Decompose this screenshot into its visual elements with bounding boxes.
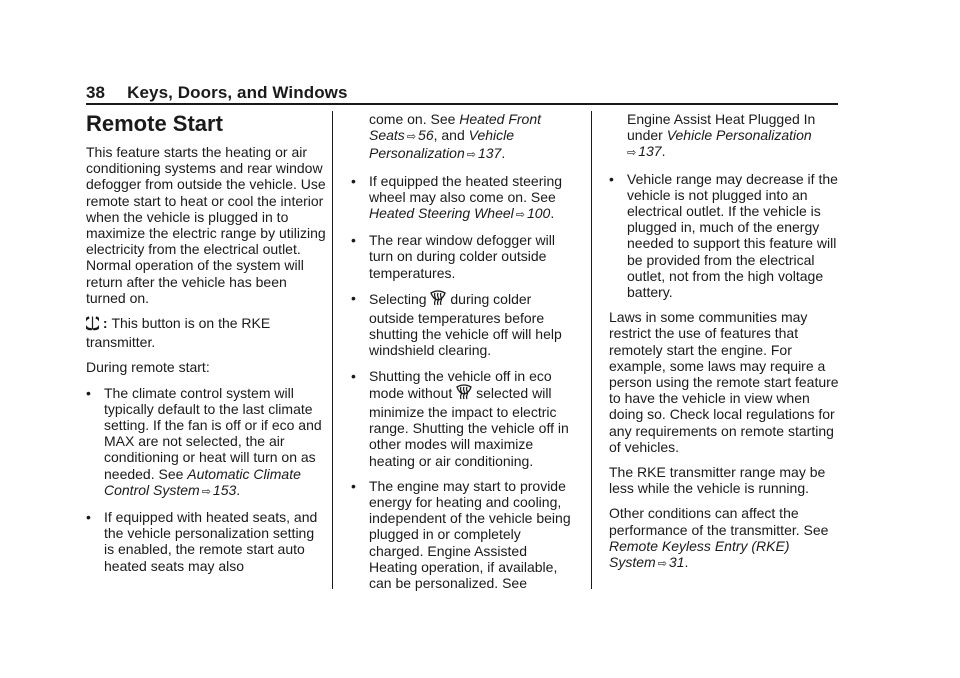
remote-start-button-paragraph: : This button is on the RKE transmitter. bbox=[86, 315, 271, 351]
page-ref-arrow-icon: ⇨ bbox=[406, 131, 417, 144]
xref-link[interactable]: Remote Keyless Entry (RKE) System bbox=[609, 537, 790, 571]
defrost-icon bbox=[430, 290, 446, 310]
rke-range-paragraph: The RKE transmitter range may be less while the vehicle is running. bbox=[609, 464, 826, 497]
xref-link[interactable]: Vehicle Personalization bbox=[666, 127, 812, 144]
section-title: Keys, Doors, and Windows bbox=[127, 83, 348, 102]
column-divider-1 bbox=[332, 111, 333, 589]
defrost-icon bbox=[456, 384, 472, 404]
section-heading: Remote Start bbox=[86, 111, 223, 136]
bullet-climate-control: • The climate control system will typically default to the last climate setting. If the fan is off or if eco and MAX are not selected, the air conditioning or heat will turn on as needed. See Automatic Climate Control System ⇨ 153. bbox=[86, 384, 322, 498]
column-1 bbox=[86, 111, 326, 583]
bullet-heated-seats-cont: come on. See Heated Front Seats ⇨ 56, and Vehicle Personalization ⇨ 137. bbox=[369, 111, 541, 162]
column-2 bbox=[351, 111, 579, 600]
bullet-engine-start: • The engine may start to provide energy for heating and cooling, independent of the vehicle being plugged in or completely charged. Engine Assisted Heating operation, if available, can be personalized. See bbox=[351, 477, 571, 592]
page-ref-arrow-icon: ⇨ bbox=[515, 209, 525, 222]
page-ref-arrow-icon: ⇨ bbox=[466, 149, 476, 162]
xref-link[interactable]: Heated Front Seats bbox=[369, 111, 541, 144]
during-label: During remote start: bbox=[86, 359, 210, 376]
page-number: 38 bbox=[86, 83, 106, 102]
xref-link[interactable]: Automatic Climate Control System bbox=[104, 465, 301, 498]
column-divider-2 bbox=[591, 111, 592, 589]
intro-paragraph: This feature starts the heating or air conditioning systems and rear window defogger from outside the vehicle. Use remote start to heat or cool the interior when the vehicle is plugged in to maximize the electric range by utilizing electricity from the electrical outlet. Normal operation of the system will return after the vehicle has been turned on. bbox=[86, 144, 326, 306]
bullet-heated-steering: • If equipped the heated steering wheel may also come on. See Heated Steering Wheel ⇨ 100. bbox=[351, 172, 563, 222]
bullet-vehicle-range: • Vehicle range may decrease if the vehicle is not plugged into an electrical outlet. If the vehicle is plugged in, much of the energy needed to support this feature will be provided from the electrical outlet, not from the high voltage battery. bbox=[609, 170, 838, 301]
header-rule bbox=[86, 103, 838, 105]
bullet-heated-seats: • If equipped with heated seats, and the vehicle personalization setting is enabled, the remote start auto heated seats may also bbox=[86, 509, 318, 574]
laws-paragraph: Laws in some communities may restrict the use of features that remotely start the engine. For example, some laws may require a person using the remote start feature to have the vehicle in view when doing so. Check local regulations for any requirements on remote starting of vehicles. bbox=[609, 309, 839, 455]
page-ref-arrow-icon: ⇨ bbox=[657, 558, 667, 571]
xref-link[interactable]: Heated Steering Wheel bbox=[369, 205, 514, 222]
bullet-defrost-select: • Selecting during colder outside temperatures before shutting the vehicle off will help windshield clearing. bbox=[351, 289, 562, 359]
page-ref-arrow-icon: ⇨ bbox=[627, 147, 637, 160]
page-header bbox=[86, 83, 348, 103]
bullet-rear-defogger: • The rear window defogger will turn on during colder outside temperatures. bbox=[351, 232, 555, 281]
xref-link[interactable]: Vehicle Personalization bbox=[369, 127, 515, 162]
bullet-engine-start-cont: Engine Assist Heat Plugged In under Vehicle Personalization ⇨ 137. bbox=[627, 111, 816, 160]
column-3 bbox=[609, 111, 839, 581]
remote-start-icon bbox=[86, 316, 99, 334]
bullet-eco-mode: • Shutting the vehicle off in eco mode without selected will minimize the impact to electric range. Shutting the vehicle off in other modes will maximize heating or air conditioning. bbox=[351, 367, 569, 469]
page-ref-arrow-icon: ⇨ bbox=[201, 485, 211, 498]
other-conditions-paragraph: Other conditions can affect the performance of the transmitter. See Remote Keyless Entry (RKE) System ⇨ 31. bbox=[609, 505, 829, 571]
